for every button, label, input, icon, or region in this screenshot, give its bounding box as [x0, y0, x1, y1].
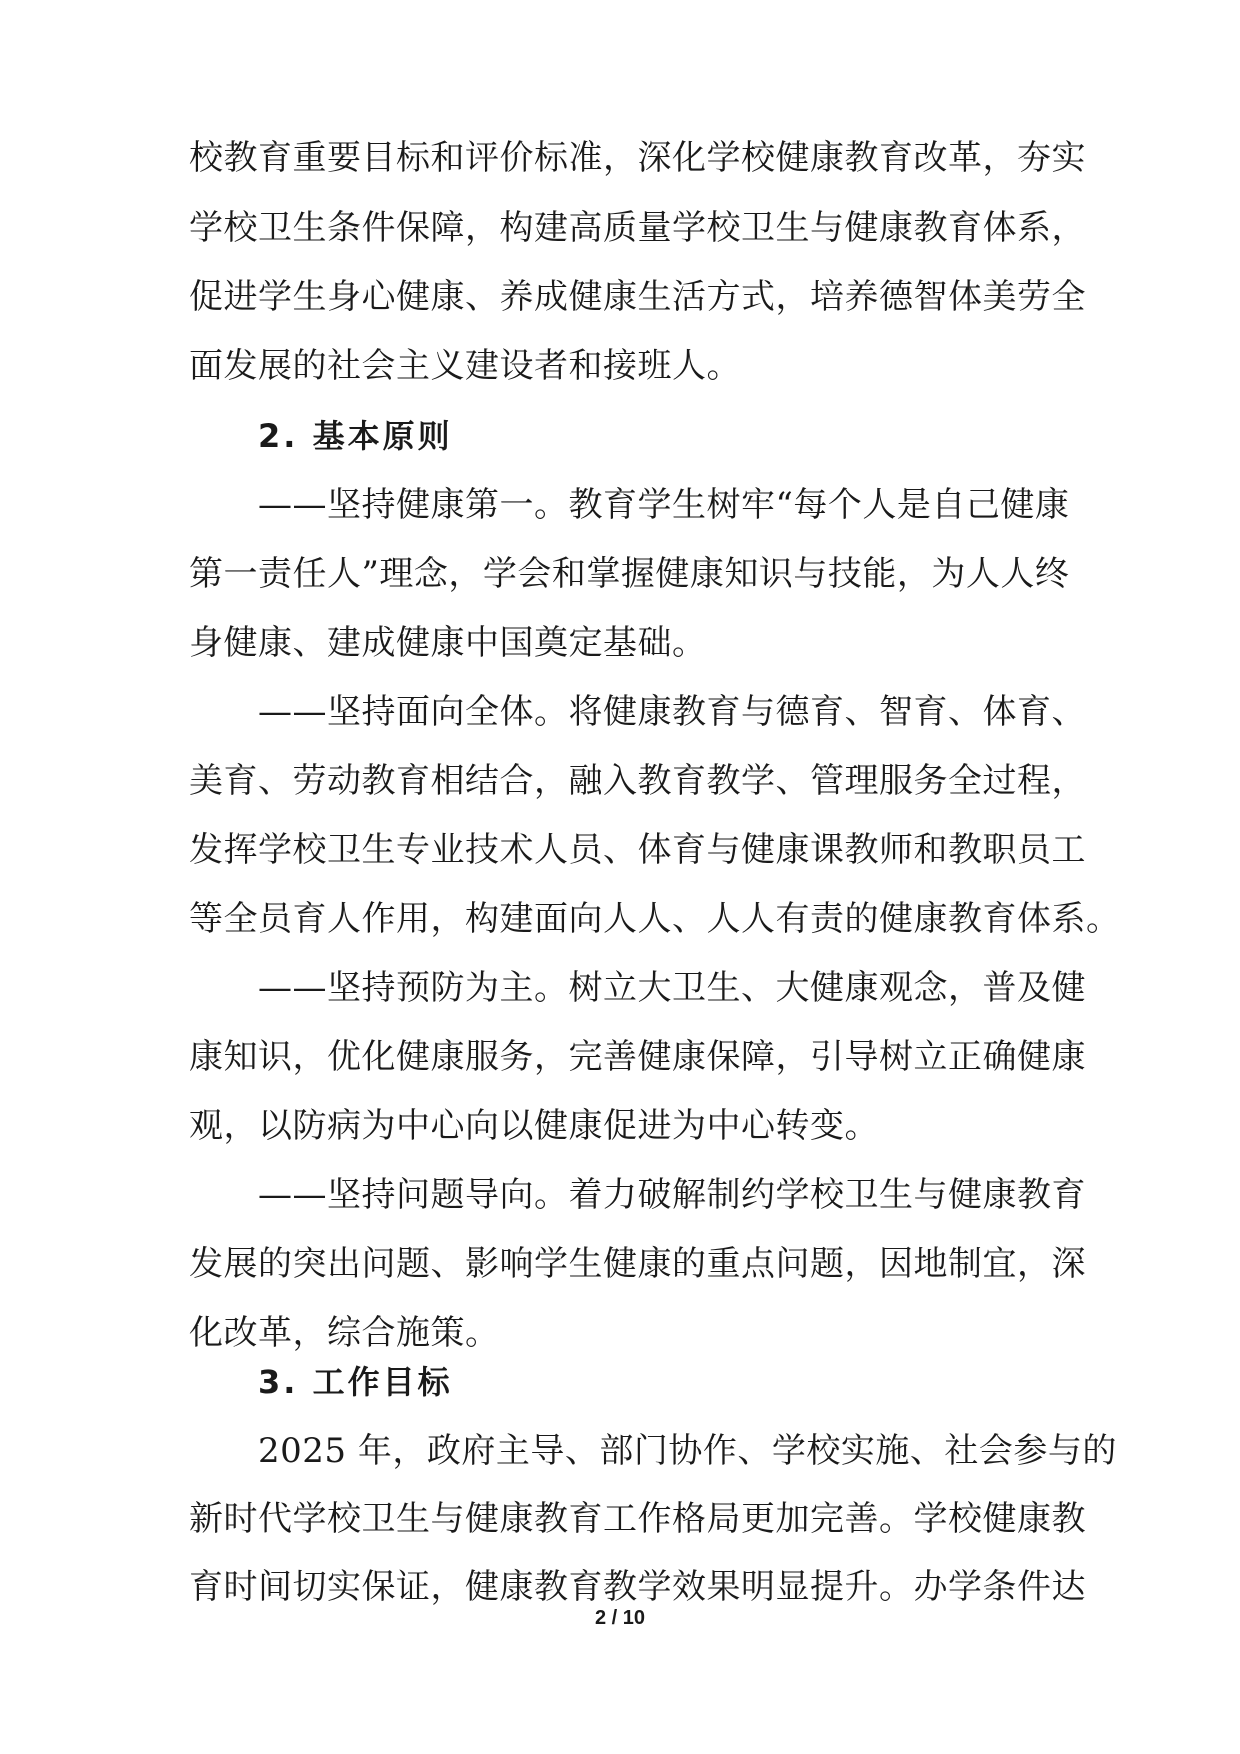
paragraph-line: 观，以防病为中心向以健康促进为中心转变。 — [189, 1106, 879, 1146]
paragraph-line: 面发展的社会主义建设者和接班人。 — [189, 346, 741, 386]
paragraph-line: ——坚持健康第一。教育学生树牢“每个人是自己健康 — [258, 485, 1070, 525]
paragraph-line: 等全员育人作用，构建面向人人、人人有责的健康教育体系。 — [189, 899, 1121, 939]
paragraph-line: 2025 年，政府主导、部门协作、学校实施、社会参与的 — [258, 1431, 1117, 1471]
paragraph-line: ——坚持面向全体。将健康教育与德育、智育、体育、 — [258, 692, 1086, 732]
paragraph-line: 第一责任人”理念，学会和掌握健康知识与技能，为人人终 — [189, 554, 1070, 594]
section-heading-work-goals: 3. 工作目标 — [258, 1363, 453, 1401]
paragraph-line: 美育、劳动教育相结合，融入教育教学、管理服务全过程， — [189, 761, 1086, 801]
paragraph-line: ——坚持问题导向。着力破解制约学校卫生与健康教育 — [258, 1175, 1086, 1215]
paragraph-line: 校教育重要目标和评价标准，深化学校健康教育改革，夯实 — [189, 138, 1086, 178]
page-number: 2 / 10 — [594, 1607, 646, 1629]
paragraph-line: ——坚持预防为主。树立大卫生、大健康观念，普及健 — [258, 968, 1086, 1008]
paragraph-line: 发展的突出问题、影响学生健康的重点问题，因地制宜，深 — [189, 1244, 1086, 1284]
paragraph-line: 化改革，综合施策。 — [189, 1313, 500, 1353]
paragraph-line: 发挥学校卫生专业技术人员、体育与健康课教师和教职员工 — [189, 830, 1086, 870]
paragraph-line: 促进学生身心健康、养成健康生活方式，培养德智体美劳全 — [189, 277, 1086, 317]
paragraph-line: 身健康、建成健康中国奠定基础。 — [189, 623, 707, 663]
paragraph-line: 学校卫生条件保障，构建高质量学校卫生与健康教育体系， — [189, 208, 1086, 248]
paragraph-line: 新时代学校卫生与健康教育工作格局更加完善。学校健康教 — [189, 1499, 1086, 1539]
paragraph-line: 育时间切实保证，健康教育教学效果明显提升。办学条件达 — [189, 1567, 1086, 1607]
section-heading-basic-principles: 2. 基本原则 — [258, 417, 453, 455]
paragraph-line: 康知识，优化健康服务，完善健康保障，引导树立正确健康 — [189, 1037, 1086, 1077]
